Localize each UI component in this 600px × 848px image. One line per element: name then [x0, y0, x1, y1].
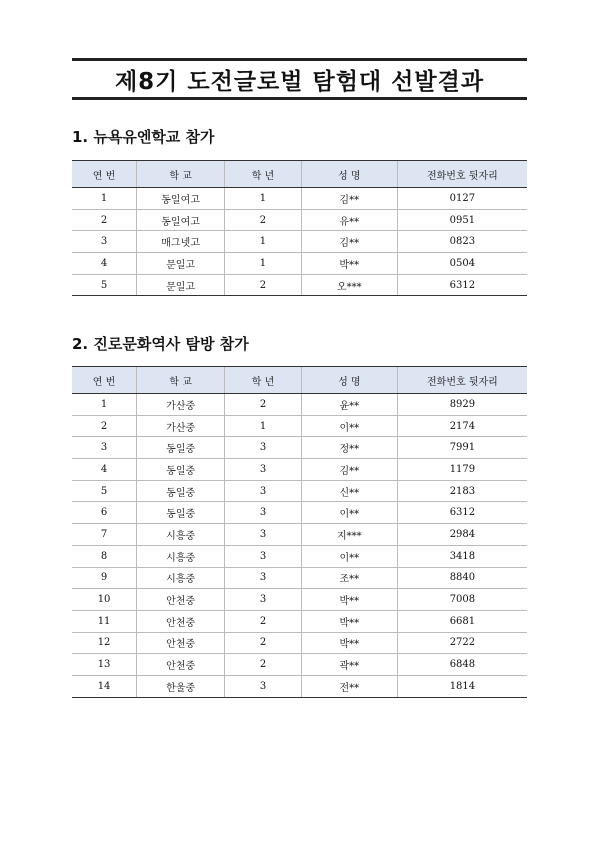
- cell-phone: 0504: [397, 253, 527, 275]
- table-row: [72, 589, 527, 611]
- cell-grade: 3: [225, 437, 302, 459]
- cell-phone: 2174: [397, 415, 527, 437]
- col-header-grade: 학 년: [225, 161, 302, 188]
- col-header-phone: 전화번호 뒷자리: [397, 367, 527, 394]
- cell-school: 매그넷고: [137, 231, 225, 253]
- cell-name: 이**: [301, 545, 397, 567]
- table-row: [72, 502, 527, 524]
- section-1-table: [72, 160, 527, 296]
- cell-school: 안천중: [137, 589, 225, 611]
- cell-number: 8: [72, 545, 137, 567]
- cell-grade: 3: [225, 502, 302, 524]
- cell-phone: 1814: [397, 675, 527, 697]
- cell-phone: 2722: [397, 632, 527, 654]
- cell-name: 오***: [301, 274, 397, 296]
- section-2-heading: 2. 진로문화역사 탐방 참가: [72, 335, 249, 353]
- cell-grade: 3: [225, 589, 302, 611]
- table-row: [72, 394, 527, 416]
- col-header-grade: 학 년: [225, 367, 302, 394]
- cell-school: 동일중: [137, 480, 225, 502]
- cell-number: 2: [72, 415, 137, 437]
- cell-number: 2: [72, 209, 137, 231]
- table-row: [72, 209, 527, 231]
- cell-school: 시흥중: [137, 545, 225, 567]
- table-row: [72, 253, 527, 275]
- page-title: 제8기 도전글로벌 탐험대 선발결과: [114, 68, 485, 95]
- cell-school: 동일여고: [137, 188, 225, 210]
- cell-phone: 2183: [397, 480, 527, 502]
- cell-grade: 3: [225, 480, 302, 502]
- cell-number: 11: [72, 610, 137, 632]
- title-box: [72, 58, 527, 100]
- cell-number: 1: [72, 394, 137, 416]
- cell-number: 13: [72, 654, 137, 676]
- cell-number: 1: [72, 188, 137, 210]
- cell-phone: 6681: [397, 610, 527, 632]
- cell-phone: 6312: [397, 502, 527, 524]
- table-row: [72, 675, 527, 697]
- cell-school: 동일중: [137, 502, 225, 524]
- table-row: [72, 415, 527, 437]
- table-header-row: [72, 161, 527, 188]
- cell-phone: 2984: [397, 524, 527, 546]
- cell-grade: 3: [225, 459, 302, 481]
- cell-grade: 1: [225, 231, 302, 253]
- table-row: [72, 459, 527, 481]
- cell-number: 7: [72, 524, 137, 546]
- cell-school: 가산중: [137, 415, 225, 437]
- cell-school: 동일중: [137, 459, 225, 481]
- cell-grade: 3: [225, 567, 302, 589]
- cell-phone: 6312: [397, 274, 527, 296]
- cell-grade: 2: [225, 610, 302, 632]
- col-header-number: 연 번: [72, 367, 137, 394]
- cell-number: 4: [72, 459, 137, 481]
- cell-school: 시흥중: [137, 524, 225, 546]
- cell-name: 정**: [301, 437, 397, 459]
- cell-number: 6: [72, 502, 137, 524]
- cell-grade: 3: [225, 675, 302, 697]
- table-row: [72, 654, 527, 676]
- cell-name: 윤**: [301, 394, 397, 416]
- cell-grade: 3: [225, 545, 302, 567]
- cell-grade: 3: [225, 524, 302, 546]
- cell-name: 신**: [301, 480, 397, 502]
- col-header-name: 성 명: [301, 367, 397, 394]
- cell-school: 가산중: [137, 394, 225, 416]
- cell-grade: 1: [225, 188, 302, 210]
- cell-number: 5: [72, 480, 137, 502]
- cell-school: 안천중: [137, 654, 225, 676]
- cell-phone: 7991: [397, 437, 527, 459]
- table-row: [72, 231, 527, 253]
- table-row: [72, 480, 527, 502]
- cell-phone: 3418: [397, 545, 527, 567]
- table-row: [72, 545, 527, 567]
- col-header-phone: 전화번호 뒷자리: [397, 161, 527, 188]
- cell-school: 문일고: [137, 274, 225, 296]
- cell-phone: 7008: [397, 589, 527, 611]
- cell-number: 9: [72, 567, 137, 589]
- cell-name: 이**: [301, 415, 397, 437]
- cell-name: 김**: [301, 459, 397, 481]
- cell-name: 곽**: [301, 654, 397, 676]
- cell-name: 조**: [301, 567, 397, 589]
- cell-name: 박**: [301, 253, 397, 275]
- cell-name: 전**: [301, 675, 397, 697]
- cell-name: 박**: [301, 610, 397, 632]
- cell-phone: 6848: [397, 654, 527, 676]
- cell-grade: 1: [225, 415, 302, 437]
- cell-grade: 2: [225, 632, 302, 654]
- cell-grade: 2: [225, 654, 302, 676]
- table-row: [72, 524, 527, 546]
- cell-school: 동일중: [137, 437, 225, 459]
- col-header-number: 연 번: [72, 161, 137, 188]
- cell-school: 한울중: [137, 675, 225, 697]
- cell-school: 시흥중: [137, 567, 225, 589]
- cell-name: 지***: [301, 524, 397, 546]
- cell-phone: 8929: [397, 394, 527, 416]
- cell-name: 김**: [301, 188, 397, 210]
- cell-number: 10: [72, 589, 137, 611]
- col-header-school: 학 교: [137, 367, 225, 394]
- table-row: [72, 437, 527, 459]
- cell-number: 14: [72, 675, 137, 697]
- cell-name: 김**: [301, 231, 397, 253]
- table-row: [72, 188, 527, 210]
- cell-number: 12: [72, 632, 137, 654]
- cell-phone: 1179: [397, 459, 527, 481]
- cell-name: 이**: [301, 502, 397, 524]
- table-row: [72, 632, 527, 654]
- cell-name: 유**: [301, 209, 397, 231]
- cell-grade: 2: [225, 394, 302, 416]
- cell-school: 안천중: [137, 610, 225, 632]
- section-1-heading: 1. 뉴욕유엔학교 참가: [72, 128, 215, 146]
- cell-school: 동일여고: [137, 209, 225, 231]
- cell-grade: 1: [225, 253, 302, 275]
- cell-number: 3: [72, 437, 137, 459]
- cell-number: 4: [72, 253, 137, 275]
- table-row: [72, 567, 527, 589]
- cell-phone: 0127: [397, 188, 527, 210]
- cell-phone: 0951: [397, 209, 527, 231]
- col-header-name: 성 명: [301, 161, 397, 188]
- cell-number: 3: [72, 231, 137, 253]
- cell-school: 안천중: [137, 632, 225, 654]
- cell-phone: 8840: [397, 567, 527, 589]
- col-header-school: 학 교: [137, 161, 225, 188]
- table-header-row: [72, 367, 527, 394]
- cell-phone: 0823: [397, 231, 527, 253]
- cell-grade: 2: [225, 209, 302, 231]
- cell-grade: 2: [225, 274, 302, 296]
- cell-name: 박**: [301, 632, 397, 654]
- table-row: [72, 274, 527, 296]
- cell-name: 박**: [301, 589, 397, 611]
- cell-number: 5: [72, 274, 137, 296]
- table-row: [72, 610, 527, 632]
- section-2-table: [72, 366, 527, 698]
- cell-school: 문일고: [137, 253, 225, 275]
